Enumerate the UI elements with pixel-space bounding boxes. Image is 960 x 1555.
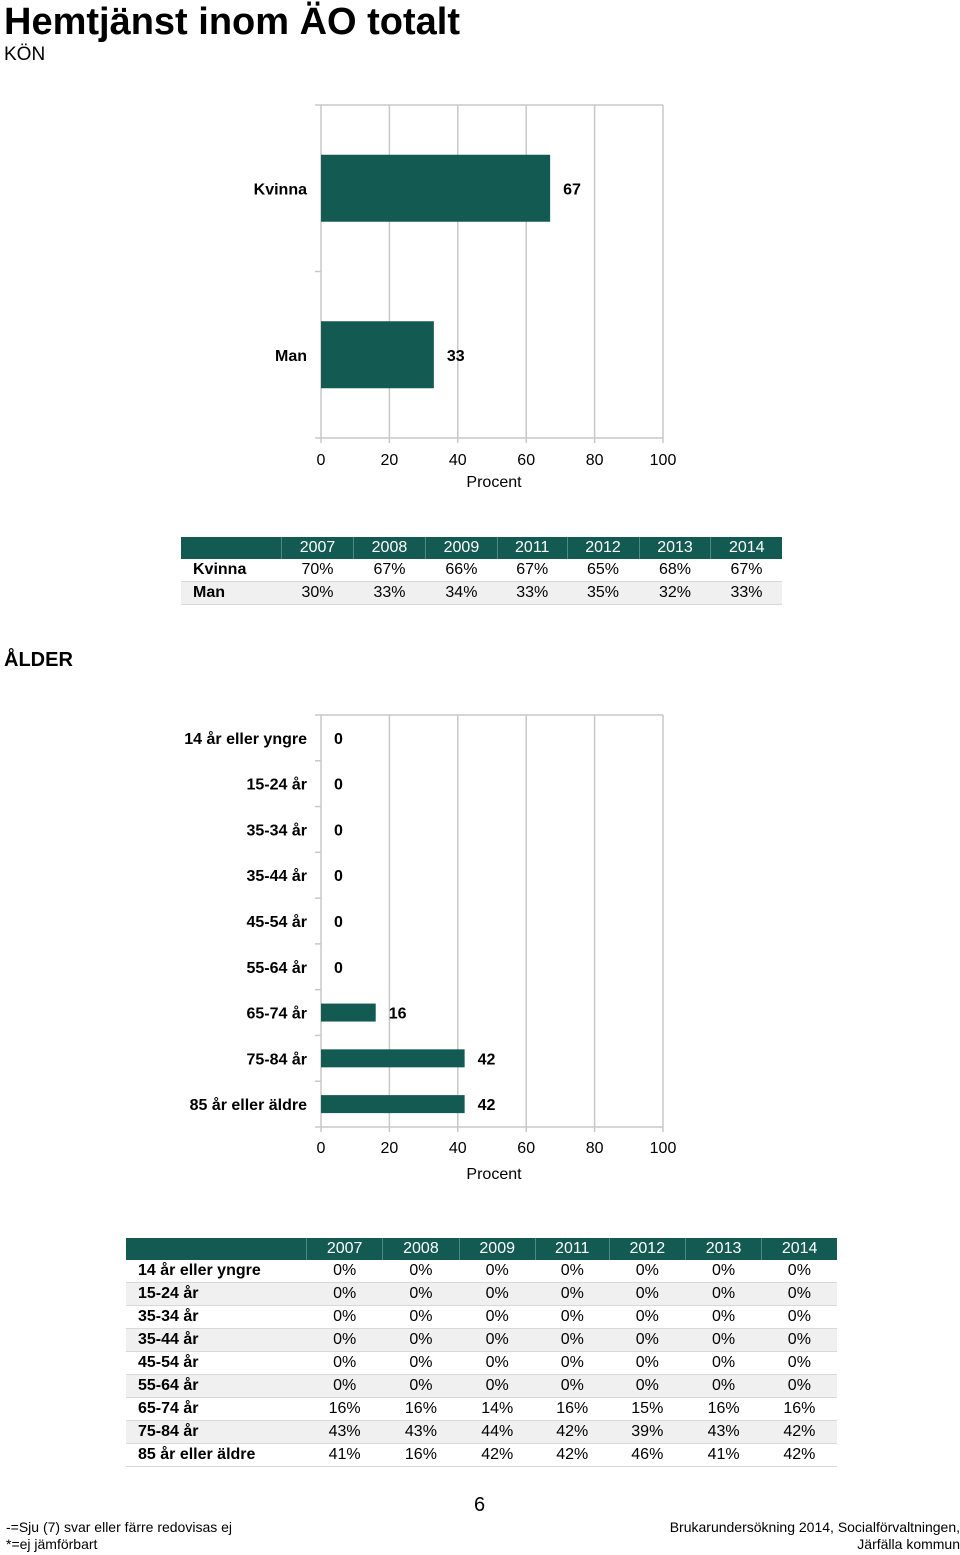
value-label: 0 — [334, 776, 343, 794]
footer-left-line: -=Sju (7) svar eller färre redovisas ej — [6, 1519, 233, 1535]
table-row — [126, 1444, 837, 1467]
footer-right-line: Järfälla kommun — [857, 1536, 960, 1552]
table-cell: 67% — [497, 559, 567, 582]
section-label-kon: KÖN — [4, 44, 46, 65]
column-header: 2009 — [425, 537, 497, 559]
table-cell: 33% — [711, 582, 782, 605]
bar — [321, 1049, 465, 1067]
x-tick-label: 40 — [448, 452, 467, 469]
table-cell: 16% — [535, 1398, 609, 1421]
table-cell: 0% — [535, 1375, 609, 1398]
table-cell: 0% — [307, 1260, 383, 1283]
table-cell: 70% — [282, 559, 354, 582]
value-label: 0 — [334, 730, 343, 748]
column-header: 2011 — [535, 1238, 609, 1260]
table-cell: 0% — [609, 1283, 685, 1306]
category-label: 35-44 år — [246, 868, 307, 886]
bar — [321, 1004, 376, 1022]
column-header: 2011 — [497, 537, 567, 559]
x-tick-label: 60 — [517, 452, 536, 469]
bar — [321, 1095, 465, 1113]
table-cell: 16% — [383, 1444, 459, 1467]
x-tick-label: 0 — [316, 452, 326, 469]
category-label: 55-64 år — [246, 959, 307, 977]
x-tick-label: 20 — [380, 1140, 399, 1157]
table-cell: 0% — [685, 1306, 761, 1329]
row-label: 35-34 år — [126, 1306, 307, 1329]
table-cell: 0% — [383, 1306, 459, 1329]
table-cell: 0% — [535, 1352, 609, 1375]
table-row — [126, 1283, 837, 1306]
table-cell: 0% — [762, 1352, 837, 1375]
table-cell: 0% — [383, 1352, 459, 1375]
column-header: 2008 — [383, 1238, 459, 1260]
row-label: Man — [181, 582, 282, 605]
table-cell: 65% — [567, 559, 639, 582]
row-label: 45-54 år — [126, 1352, 307, 1375]
category-label: 14 år eller yngre — [184, 730, 307, 748]
table-cell: 0% — [307, 1283, 383, 1306]
table-cell: 0% — [609, 1329, 685, 1352]
table-cell: 0% — [383, 1260, 459, 1283]
table-row — [126, 1306, 837, 1329]
x-tick-label: 80 — [585, 452, 604, 469]
category-label: 15-24 år — [246, 776, 307, 794]
column-header: 2013 — [685, 1238, 761, 1260]
x-tick-label: 100 — [649, 452, 677, 469]
category-label: 35-34 år — [246, 822, 307, 840]
row-label: 85 år eller äldre — [126, 1444, 307, 1467]
table-cell: 0% — [685, 1283, 761, 1306]
table-cell: 0% — [307, 1352, 383, 1375]
category-label: Kvinna — [253, 181, 307, 199]
table-cell: 15% — [609, 1398, 685, 1421]
footer-right-line: Brukarundersökning 2014, Socialförvaltningen, — [669, 1519, 960, 1535]
table-cell: 33% — [353, 582, 425, 605]
age-table — [126, 1238, 837, 1467]
x-tick-label: 80 — [585, 1140, 604, 1157]
table-cell: 42% — [459, 1444, 535, 1467]
table-cell: 41% — [307, 1444, 383, 1467]
table-cell: 43% — [685, 1421, 761, 1444]
table-cell: 0% — [307, 1375, 383, 1398]
page-title: Hemtjänst inom ÄO totalt — [4, 1, 461, 43]
table-cell: 16% — [762, 1398, 837, 1421]
table-cell: 0% — [609, 1375, 685, 1398]
row-label: Kvinna — [181, 559, 282, 582]
column-header: 2012 — [609, 1238, 685, 1260]
table-cell: 66% — [425, 559, 497, 582]
table-cell: 0% — [609, 1306, 685, 1329]
table-cell: 41% — [685, 1444, 761, 1467]
table-cell: 0% — [459, 1329, 535, 1352]
table-cell: 0% — [535, 1260, 609, 1283]
table-cell: 39% — [609, 1421, 685, 1444]
value-label: 0 — [334, 822, 343, 840]
table-cell: 0% — [762, 1283, 837, 1306]
table-cell: 0% — [685, 1352, 761, 1375]
table-row — [126, 1421, 837, 1444]
table-cell: 0% — [609, 1352, 685, 1375]
category-label: 65-74 år — [246, 1005, 307, 1023]
x-tick-label: 60 — [517, 1140, 536, 1157]
table-header-corner — [126, 1238, 307, 1260]
table-cell: 30% — [282, 582, 354, 605]
table-cell: 43% — [383, 1421, 459, 1444]
table-cell: 0% — [459, 1352, 535, 1375]
table-cell: 42% — [762, 1421, 837, 1444]
table-cell: 0% — [535, 1283, 609, 1306]
table-cell: 42% — [762, 1444, 837, 1467]
table-cell: 0% — [535, 1306, 609, 1329]
table-cell: 14% — [459, 1398, 535, 1421]
value-label: 42 — [477, 1051, 496, 1069]
table-row — [126, 1260, 837, 1283]
table-row — [126, 1375, 837, 1398]
footer-right — [670, 1519, 960, 1553]
value-label: 0 — [334, 868, 343, 886]
table-cell: 0% — [609, 1260, 685, 1283]
table-cell: 0% — [459, 1375, 535, 1398]
column-header: 2014 — [711, 537, 782, 559]
page-number: 6 — [474, 1494, 486, 1516]
category-label: Man — [275, 347, 307, 365]
table-cell: 0% — [459, 1306, 535, 1329]
table-cell: 34% — [425, 582, 497, 605]
table-row — [126, 1352, 837, 1375]
value-label: 0 — [334, 914, 343, 931]
table-cell: 0% — [307, 1329, 383, 1352]
table-cell: 44% — [459, 1421, 535, 1444]
table-cell: 0% — [383, 1283, 459, 1306]
value-label: 67 — [563, 181, 581, 199]
table-cell: 0% — [383, 1329, 459, 1352]
table-cell: 0% — [762, 1375, 837, 1398]
row-label: 14 år eller yngre — [126, 1260, 307, 1283]
column-header: 2013 — [639, 537, 711, 559]
x-axis-title: Procent — [466, 1166, 522, 1183]
section-label-alder: ÅLDER — [4, 649, 73, 671]
table-cell: 0% — [762, 1260, 837, 1283]
table-row — [126, 1398, 837, 1421]
row-label: 65-74 år — [126, 1398, 307, 1421]
column-header: 2007 — [307, 1238, 383, 1260]
table-cell: 0% — [685, 1260, 761, 1283]
x-tick-label: 20 — [380, 452, 399, 469]
column-header: 2012 — [567, 537, 639, 559]
table-cell: 0% — [535, 1329, 609, 1352]
column-header: 2007 — [282, 537, 354, 559]
table-cell: 0% — [307, 1306, 383, 1329]
row-label: 75-84 år — [126, 1421, 307, 1444]
column-header: 2009 — [459, 1238, 535, 1260]
table-row — [126, 1329, 837, 1352]
x-axis-title: Procent — [466, 474, 522, 491]
category-label: 85 år eller äldre — [189, 1097, 307, 1115]
row-label: 35-44 år — [126, 1329, 307, 1352]
table-cell: 68% — [639, 559, 711, 582]
value-label: 0 — [334, 959, 343, 977]
table-cell: 43% — [307, 1421, 383, 1444]
table-cell: 16% — [307, 1398, 383, 1421]
footer-left-line: *=ej jämförbart — [6, 1536, 98, 1552]
value-label: 33 — [446, 347, 465, 365]
table-cell: 0% — [459, 1283, 535, 1306]
value-label: 42 — [477, 1097, 496, 1115]
table-cell: 0% — [383, 1375, 459, 1398]
category-label: 75-84 år — [246, 1051, 307, 1069]
table-cell: 0% — [762, 1306, 837, 1329]
table-cell: 67% — [353, 559, 425, 582]
column-header: 2008 — [353, 537, 425, 559]
table-cell: 32% — [639, 582, 711, 605]
table-cell: 33% — [497, 582, 567, 605]
footer-left — [6, 1519, 232, 1553]
x-tick-label: 40 — [448, 1140, 467, 1157]
x-tick-label: 100 — [649, 1140, 677, 1157]
category-label: 45-54 år — [246, 914, 307, 931]
table-cell: 0% — [685, 1375, 761, 1398]
table-cell: 0% — [459, 1260, 535, 1283]
table-cell: 67% — [711, 559, 782, 582]
row-label: 55-64 år — [126, 1375, 307, 1398]
table-cell: 42% — [535, 1421, 609, 1444]
table-cell: 35% — [567, 582, 639, 605]
table-cell: 0% — [762, 1329, 837, 1352]
row-label: 15-24 år — [126, 1283, 307, 1306]
table-cell: 0% — [685, 1329, 761, 1352]
value-label: 16 — [388, 1005, 407, 1023]
x-tick-label: 0 — [316, 1140, 326, 1157]
table-cell: 46% — [609, 1444, 685, 1467]
table-cell: 16% — [685, 1398, 761, 1421]
column-header: 2014 — [762, 1238, 837, 1260]
table-cell: 16% — [383, 1398, 459, 1421]
table-cell: 42% — [535, 1444, 609, 1467]
